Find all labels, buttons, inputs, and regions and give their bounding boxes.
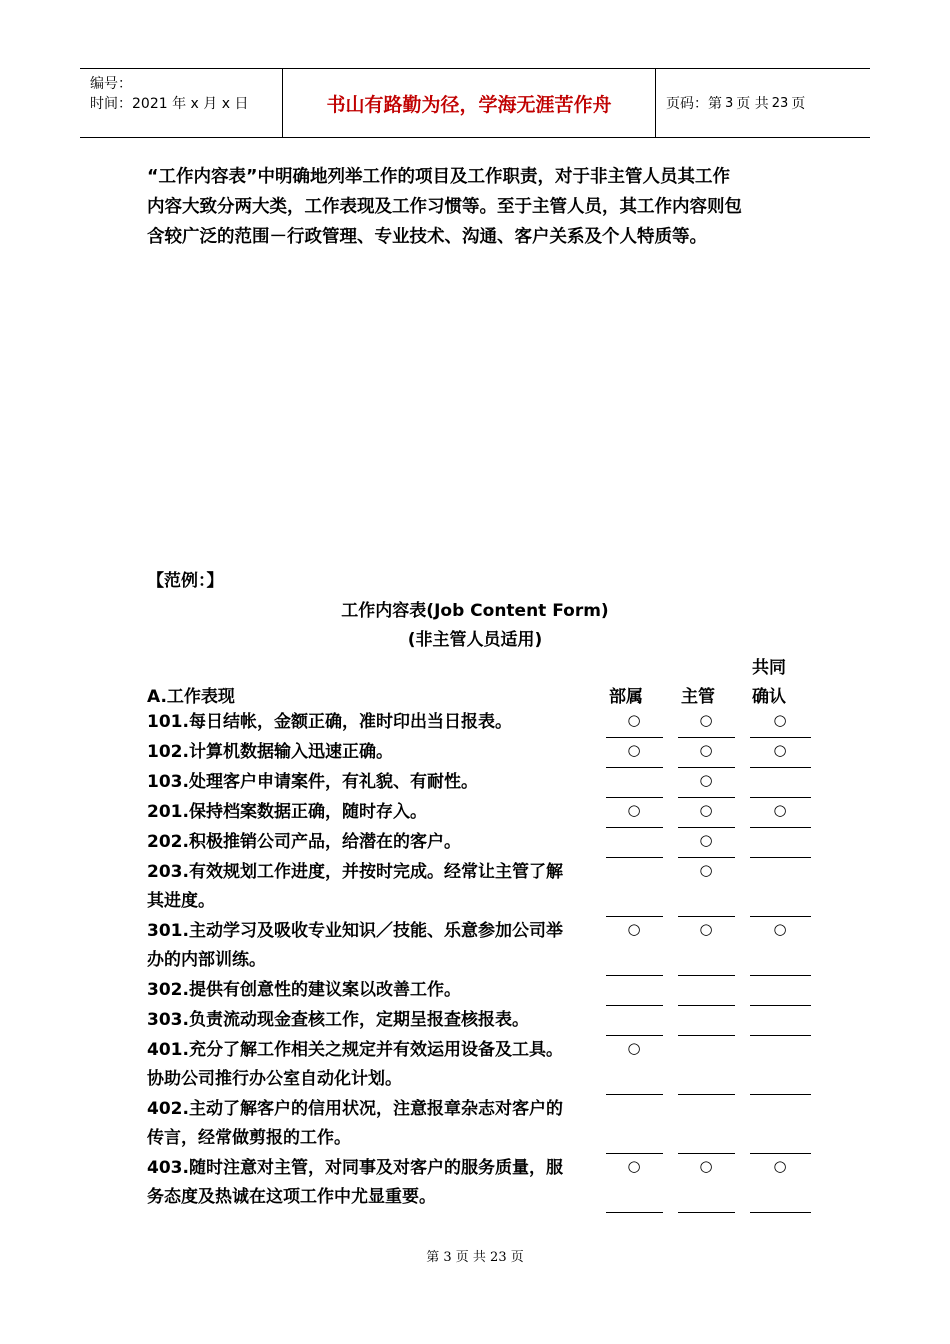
answer-underline [750,857,811,858]
row-text-line: 101.每日结帐，金额正确，准时印出当日报表。 [147,712,512,732]
row-text-line: 303.负责流动现金查核工作，定期呈报查核报表。 [147,1010,529,1030]
page-mid: 页 共 [736,96,769,112]
answer-underline [678,767,735,768]
answer-underline [606,827,663,828]
answer-underline [750,975,811,976]
check-circle-icon: ○ [699,920,713,938]
page-current: 3 [725,95,734,111]
row-text-line: 401.充分了解工作相关之规定并有效运用设备及工具。 [147,1040,563,1060]
answer-underline [678,857,735,858]
answer-underline [750,1094,811,1095]
row-text-line: 302.提供有创意性的建议案以改善工作。 [147,980,461,1000]
answer-underline [750,737,811,738]
check-circle-icon: ○ [773,741,787,759]
row-text-line: 协助公司推行办公室自动化计划。 [147,1069,402,1089]
column-header-subordinate: 部属 [609,687,643,707]
row-text [147,1006,607,1035]
row-text-line: 其进度。 [147,891,215,911]
answer-underline [606,1035,663,1036]
page-total: 23 [771,95,789,111]
check-circle-icon: ○ [699,711,713,729]
row-text [147,768,607,797]
column-header-supervisor: 主管 [681,687,715,707]
row-text [147,798,607,827]
check-circle-icon: ○ [627,801,641,819]
answer-underline [678,737,735,738]
time-label: 时间：2021 年 x 月 x 日 [90,96,249,112]
answer-underline [750,1153,811,1154]
page-footer: 第 3 页 共 23 页 [426,1250,524,1265]
check-circle-icon: ○ [627,741,641,759]
answer-underline [750,767,811,768]
answer-underline [678,1153,735,1154]
answer-underline [606,1005,663,1006]
page-suffix: 页 [791,96,806,112]
answer-underline [606,797,663,798]
answer-underline [606,975,663,976]
answer-underline [750,1212,811,1213]
check-circle-icon: ○ [699,1157,713,1175]
row-text-line: 402.主动了解客户的信用状况，注意报章杂志对客户的 [147,1099,563,1119]
answer-underline [750,1005,811,1006]
code-label: 编号： [90,76,132,92]
intro-paragraph [147,162,807,252]
row-text [147,1036,607,1094]
row-text-line: 403.随时注意对主管，对同事及对客户的服务质量，服 [147,1158,563,1178]
check-circle-icon: ○ [773,920,787,938]
row-text-line: 务态度及热诚在这项工作中尤显重要。 [147,1187,436,1207]
intro-line: “工作内容表”中明确地列举工作的项目及工作职责，对于非主管人员其工作 [147,167,731,187]
answer-underline [678,1212,735,1213]
check-circle-icon: ○ [627,1039,641,1057]
answer-underline [750,827,811,828]
check-circle-icon: ○ [699,831,713,849]
row-text-line: 102.计算机数据输入迅速正确。 [147,742,393,762]
header-page-info [656,69,870,137]
row-text-line: 传言，经常做剪报的工作。 [147,1128,351,1148]
answer-underline [750,797,811,798]
row-text [147,917,607,975]
row-text [147,858,607,916]
example-label: 【范例：】 [147,571,224,591]
answer-underline [678,1094,735,1095]
check-circle-icon: ○ [773,711,787,729]
answer-underline [606,1094,663,1095]
row-text [147,1095,607,1153]
answer-underline [678,1005,735,1006]
row-text-line: 203.有效规划工作进度，并按时完成。经常让主管了解 [147,862,563,882]
row-text-line: 301.主动学习及吸收专业知识／技能、乐意参加公司举 [147,921,563,941]
page-header [80,68,870,138]
column-header-joint-1: 共同 [752,658,786,678]
check-circle-icon: ○ [627,920,641,938]
row-text-line: 201.保持档案数据正确，随时存入。 [147,802,427,822]
answer-underline [606,737,663,738]
answer-underline [678,827,735,828]
answer-underline [678,1035,735,1036]
row-text [147,708,607,737]
row-text [147,738,607,767]
answer-underline [750,916,811,917]
check-circle-icon: ○ [699,801,713,819]
answer-underline [678,975,735,976]
check-circle-icon: ○ [773,801,787,819]
check-circle-icon: ○ [773,1157,787,1175]
column-header-joint-2: 确认 [752,687,786,707]
answer-underline [606,767,663,768]
check-circle-icon: ○ [699,771,713,789]
answer-underline [678,797,735,798]
header-motto: 书山有路勤为径，学海无涯苦作舟 [282,69,656,137]
check-circle-icon: ○ [699,861,713,879]
intro-line: 含较广泛的范围－行政管理、专业技术、沟通、客户关系及个人特质等。 [147,227,707,247]
row-text-line: 103.处理客户申请案件，有礼貌、有耐性。 [147,772,478,792]
row-text [147,1154,607,1212]
answer-underline [678,916,735,917]
answer-underline [606,1212,663,1213]
answer-underline [606,916,663,917]
check-circle-icon: ○ [699,741,713,759]
answer-underline [606,1153,663,1154]
row-text [147,828,607,857]
form-title: 工作内容表(Job Content Form) [341,601,609,621]
check-circle-icon: ○ [627,1157,641,1175]
section-heading: A.工作表现 [147,687,235,707]
intro-line: 内容大致分两大类，工作表现及工作习惯等。至于主管人员，其工作内容则包 [147,197,742,217]
row-text-line: 办的内部训练。 [147,950,266,970]
header-meta [80,69,282,137]
answer-underline [606,857,663,858]
form-subtitle: (非主管人员适用) [407,630,543,650]
check-circle-icon: ○ [627,711,641,729]
row-text-line: 202.积极推销公司产品，给潜在的客户。 [147,832,461,852]
row-text [147,976,607,1005]
answer-underline [750,1035,811,1036]
page-prefix: 页码：第 [666,96,722,112]
